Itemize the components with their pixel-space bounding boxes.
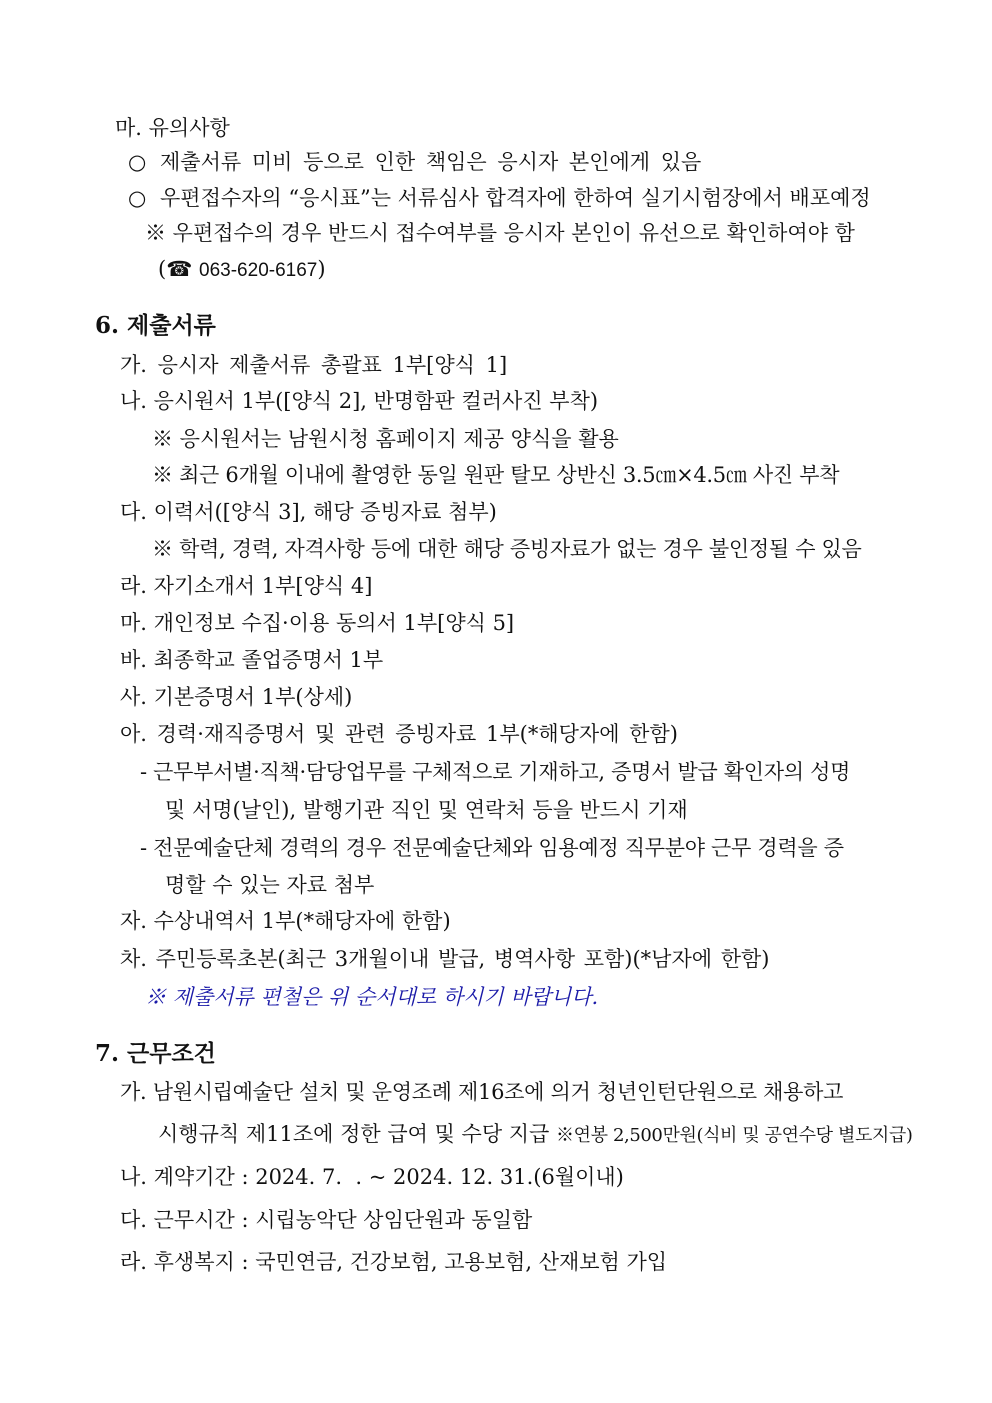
doc-item-a-detail-1: - 근무부서별·직책·담당업무를 구체적으로 기재하고, 증명서 발급 확인자의 성명	[140, 760, 851, 784]
notice-bullet-1: 제출서류 미비 등으로 인한 책임은 응시자 본인에게 있음	[160, 150, 702, 174]
doc-item-ma: 마. 개인정보 수집·이용 동의서 1부[양식 5]	[120, 611, 515, 635]
cond-item-ga-cont	[158, 1120, 913, 1150]
phone-suffix: )	[317, 257, 326, 281]
doc-item-a: 아. 경력·재직증명서 및 관련 증빙자료 1부(*해당자에 한함)	[120, 722, 678, 746]
notice-heading: 마. 유의사항	[115, 116, 230, 140]
cond-item-ga-text: 시행규칙 제11조에 정한 급여 및 수당 지급	[158, 1122, 550, 1146]
doc-item-ra: 라. 자기소개서 1부[양식 4]	[120, 574, 373, 598]
phone-prefix: (☎	[158, 257, 200, 281]
bullet-marker: ○	[128, 186, 147, 210]
doc-item-ja: 자. 수상내역서 1부(*해당자에 한함)	[120, 909, 451, 933]
doc-item-cha: 차. 주민등록초본(최근 3개월이내 발급, 병역사항 포함)(*남자에 한함)	[120, 947, 770, 971]
bullet-marker: ○	[128, 150, 147, 174]
notice-bullet-2: 우편접수자의 “응시표”는 서류심사 합격자에 한하여 실기시험장에서 배포예정	[160, 186, 871, 210]
cond-item-na: 나. 계약기간 : 2024. 7. . ~ 2024. 12. 31.(6월이내)	[120, 1165, 624, 1189]
doc-item-a-detail-1-cont: 및 서명(날인), 발행기관 직인 및 연락처 등을 반드시 기재	[165, 798, 688, 822]
doc-item-a-detail-2: - 전문예술단체 경력의 경우 전문예술단체와 임용예정 직무분야 근무 경력을 증	[140, 836, 844, 860]
doc-item-na: 나. 응시원서 1부([양식 2], 반명함판 컬러사진 부착)	[120, 389, 599, 413]
notice-note: ※ 우편접수의 경우 반드시 접수여부를 응시자 본인이 유선으로 확인하여야 함	[145, 221, 855, 245]
doc-item-na-note-2: ※ 최근 6개월 이내에 촬영한 동일 원판 탈모 상반신 3.5㎝×4.5㎝ 사진 부착	[152, 463, 840, 487]
phone-number: 063-620-6167	[199, 260, 318, 281]
cond-item-ga: 가. 남원시립예술단 설치 및 운영조례 제16조에 의거 청년인턴단원으로 채용하고	[120, 1080, 844, 1104]
doc-item-na-note-1: ※ 응시원서는 남원시청 홈페이지 제공 양식을 활용	[152, 427, 619, 451]
notice-phone	[158, 255, 326, 285]
doc-item-da: 다. 이력서([양식 3], 해당 증빙자료 첨부)	[120, 500, 497, 524]
doc-item-ga: 가. 응시자 제출서류 총괄표 1부[양식 1]	[120, 353, 508, 377]
doc-item-da-note: ※ 학력, 경력, 자격사항 등에 대한 해당 증빙자료가 없는 경우 불인정될 수 있음	[152, 537, 862, 561]
doc-item-ba: 바. 최종학교 졸업증명서 1부	[120, 648, 384, 672]
cond-item-da: 다. 근무시간 : 시립농악단 상임단원과 동일함	[120, 1208, 533, 1232]
cond-item-ga-salary: ※연봉 2,500만원(식비 및 공연수당 별도지급)	[556, 1125, 913, 1146]
section-title-documents: 6. 제출서류	[95, 312, 216, 339]
doc-item-sa: 사. 기본증명서 1부(상세)	[120, 685, 353, 709]
doc-item-a-detail-2-cont: 명할 수 있는 자료 첨부	[165, 873, 375, 897]
cond-item-ra: 라. 후생복지 : 국민연금, 건강보험, 고용보험, 산재보험 가입	[120, 1250, 668, 1274]
doc-order-note: ※ 제출서류 편철은 위 순서대로 하시기 바랍니다.	[145, 985, 599, 1009]
section-title-conditions: 7. 근무조건	[95, 1040, 216, 1067]
